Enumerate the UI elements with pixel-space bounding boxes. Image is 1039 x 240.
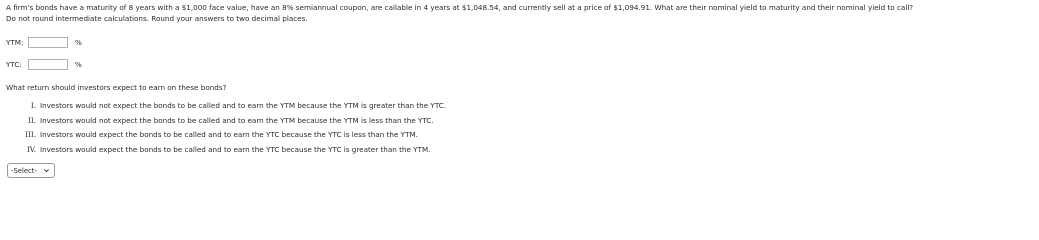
question-text xyxy=(6,2,1036,24)
select-value: -Select- xyxy=(11,166,37,175)
option-item xyxy=(0,114,600,129)
option-numeral: I. xyxy=(30,101,36,110)
ytm-row xyxy=(6,35,82,49)
answer-options-list xyxy=(0,99,600,157)
ytm-label: YTM: xyxy=(6,37,24,47)
option-item xyxy=(0,143,600,158)
question-line-1: A firm's bonds have a maturity of 8 years with a $1,000 face value, have an 8% semiannual coupon, are callable in 4 years at $1,048.54, and currently sell at a price of $1,094.91. What are their nominal yield to maturity and their nominal yield to call? xyxy=(6,3,914,12)
option-item xyxy=(0,128,600,143)
option-item xyxy=(0,99,600,114)
option-text: Investors would not expect the bonds to be called and to earn the YTM because the YTM is less than the YTC. xyxy=(40,115,434,125)
ytm-percent-unit: % xyxy=(75,37,82,47)
option-numeral: III. xyxy=(25,130,36,139)
ytc-percent-unit: % xyxy=(75,59,82,69)
option-numeral: II. xyxy=(28,115,36,125)
option-text: Investors would not expect the bonds to be called and to earn the YTM because the YTM is greater than the YTC. xyxy=(40,101,447,110)
ytm-input[interactable] xyxy=(28,37,68,48)
question-line-2: Do not round intermediate calculations. Round your answers to two decimal places. xyxy=(6,14,308,23)
option-text: Investors would expect the bonds to be called and to earn the YTC because the YTC is less than the YTM. xyxy=(40,130,418,139)
ytc-label: YTC: xyxy=(6,59,22,69)
ytc-row xyxy=(6,57,82,71)
option-numeral: IV. xyxy=(26,144,36,154)
ytc-input[interactable] xyxy=(28,59,68,70)
return-question: What return should investors expect to earn on these bonds? xyxy=(6,83,227,92)
answer-select-dropdown[interactable] xyxy=(7,163,55,178)
option-text: Investors would expect the bonds to be called and to earn the YTC because the YTC is greater than the YTM. xyxy=(40,144,431,154)
chevron-down-icon xyxy=(43,167,50,174)
